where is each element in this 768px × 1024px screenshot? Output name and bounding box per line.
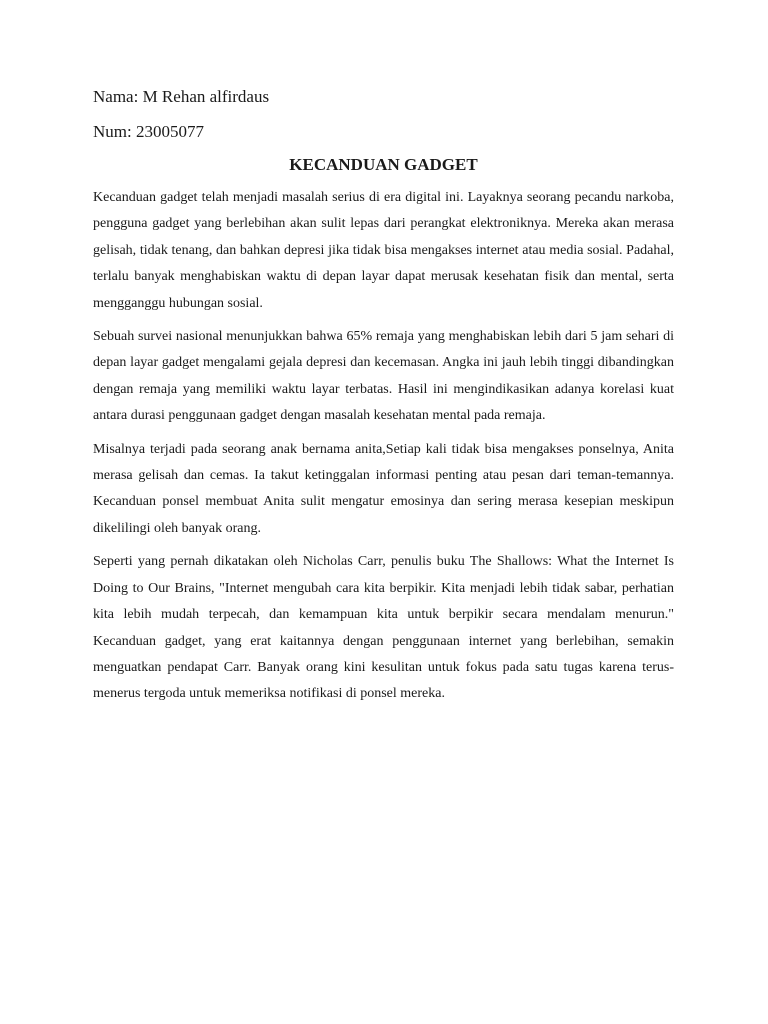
student-name: Nama: M Rehan alfirdaus bbox=[93, 87, 270, 106]
paragraph-4: Seperti yang pernah dikatakan oleh Nicholas Carr, penulis buku The Shallows: What the Internet Is Doing to Our Brains, "Internet mengubah cara kita berpikir. Kita menjadi lebih tidak sabar, perhatian kita lebih mudah terpecah, dan kemampuan kita untuk berpikir secara mendalam menurun." Kecanduan gadget, yang erat kaitannya dengan penggunaan internet yang berlebihan, semakin menguatkan pendapat Carr. Banyak orang kini kesulitan untuk fokus pada satu tugas karena terus-menerus tergoda untuk memeriksa notifikasi di ponsel mereka. bbox=[93, 554, 674, 702]
student-number: Num: 23005077 bbox=[93, 122, 204, 141]
paragraph-1: Kecanduan gadget telah menjadi masalah serius di era digital ini. Layaknya seorang pecandu narkoba, pengguna gadget yang berlebihan akan sulit lepas dari perangkat elektroniknya. Mereka akan merasa gelisah, tidak tenang, dan bahkan depresi jika tidak bisa mengakses internet atau media sosial. Padahal, terlalu banyak menghabiskan waktu di depan layar dapat merusak kesehatan fisik dan mental, serta mengganggu hubungan sosial. bbox=[93, 190, 674, 311]
document-body bbox=[93, 86, 674, 715]
document-title: KECANDUAN GADGET bbox=[289, 155, 478, 174]
paragraph-3: Misalnya terjadi pada seorang anak bernama anita,Setiap kali tidak bisa mengakses ponselnya, Anita merasa gelisah dan cemas. Ia takut ketinggalan informasi penting atau pesan dari teman-temannya. Kecanduan ponsel membuat Anita sulit mengatur emosinya dan sering merasa kesepian meskipun dikelilingi oleh banyak orang. bbox=[93, 441, 674, 536]
paragraph-2: Sebuah survei nasional menunjukkan bahwa 65% remaja yang menghabiskan lebih dari 5 jam sehari di depan layar gadget mengalami gejala depresi dan kecemasan. Angka ini jauh lebih tinggi dibandingkan dengan remaja yang memiliki waktu layar terbatas. Hasil ini mengindikasikan adanya korelasi kuat antara durasi penggunaan gadget dengan masalah kesehatan mental pada remaja. bbox=[93, 329, 674, 424]
